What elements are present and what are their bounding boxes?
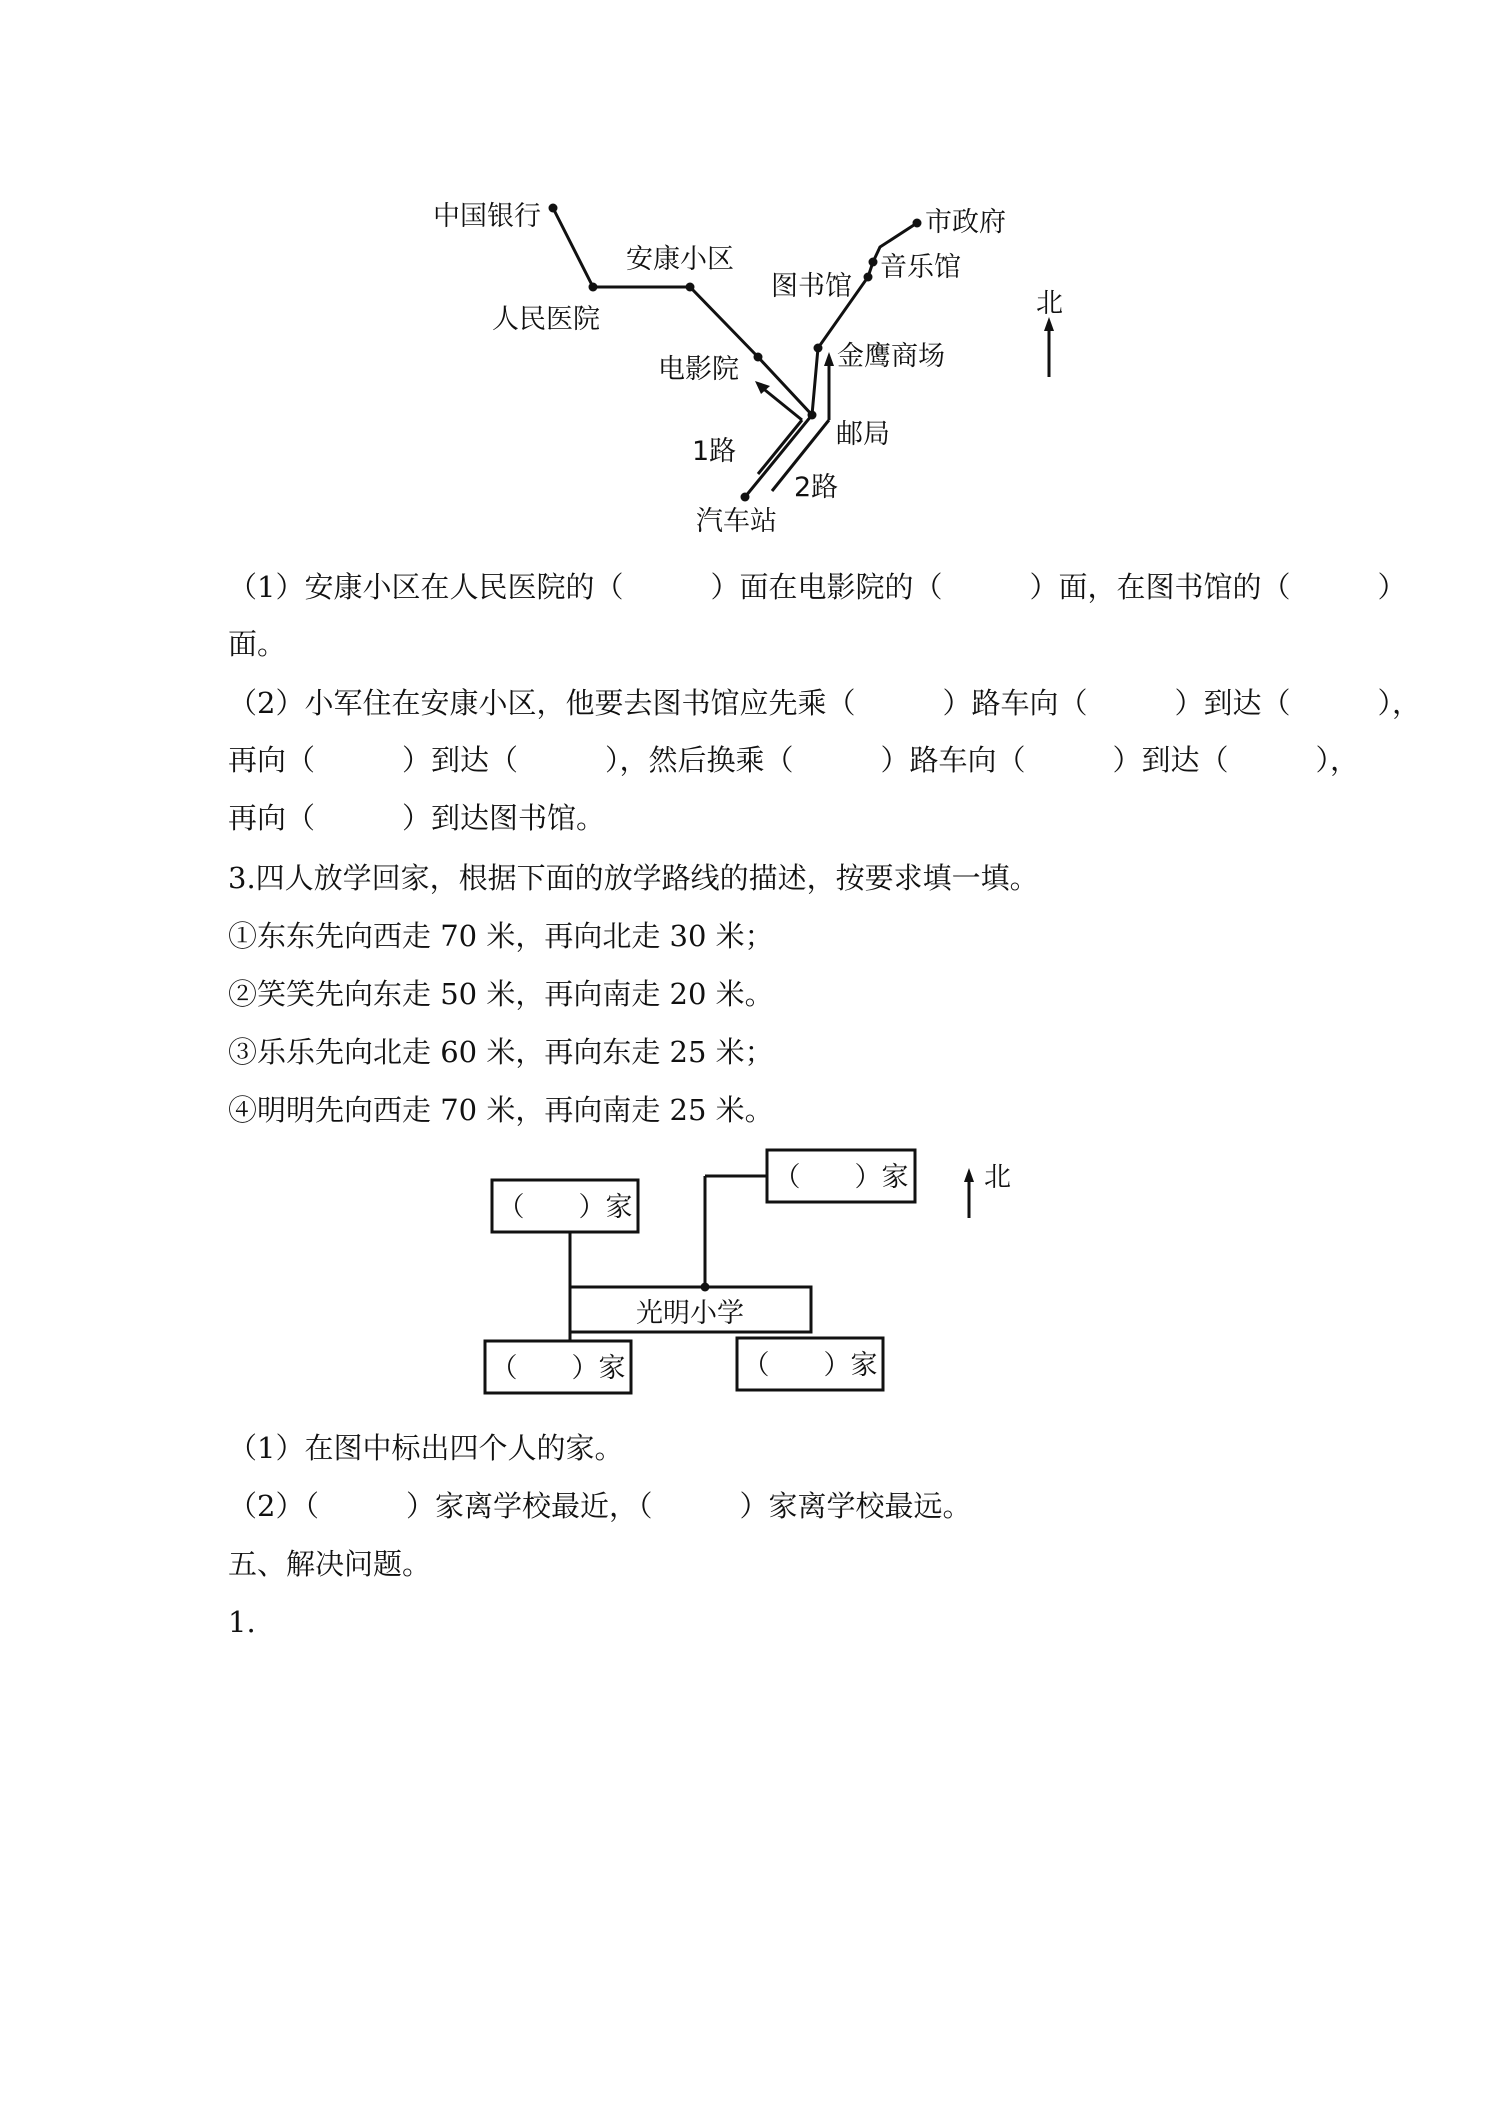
label-north-1: 北 (1036, 288, 1063, 319)
q2-part2-line2: 再向（ ）到达（ ），然后换乘（ ）路车向（ ）到达（ ）， (228, 743, 1360, 777)
q3-item-1: ①东东先向西走 70 米，再向北走 30 米； (228, 919, 774, 953)
label-route-2: 2路 (794, 472, 839, 503)
label-jinying: 金鹰商场 (837, 341, 945, 372)
label-cinema: 电影院 (658, 354, 739, 385)
label-bus-station: 汽车站 (696, 506, 777, 537)
house-label-southeast: （ ）家 (742, 1350, 878, 1381)
label-music-hall: 音乐馆 (880, 252, 961, 283)
section5-title: 五、解决问题。 (228, 1547, 432, 1581)
q2-part2-line1: （2）小军住在安康小区，他要去图书馆应先乘（ ）路车向（ ）到达（ ）， (228, 686, 1421, 720)
q2-part1-line2: 面。 (228, 627, 287, 661)
section5-item-1: 1. (228, 1605, 256, 1639)
label-hospital: 人民医院 (492, 304, 600, 335)
house-label-northwest: （ ）家 (497, 1192, 633, 1223)
q2-part1-line1: （1）安康小区在人民医院的（ ）面在电影院的（ ）面，在图书馆的（ ） (228, 570, 1407, 604)
label-route-1: 1路 (692, 436, 737, 467)
label-north-2: 北 (984, 1162, 1011, 1193)
label-bank: 中国银行 (433, 201, 541, 232)
q3-item-2: ②笑笑先向东走 50 米，再向南走 20 米。 (228, 977, 774, 1011)
q3-sub1: （1）在图中标出四个人的家。 (228, 1431, 624, 1465)
q3-title: 3.四人放学回家，根据下面的放学路线的描述，按要求填一填。 (228, 861, 1039, 895)
label-post-office: 邮局 (836, 419, 890, 450)
q3-item-3: ③乐乐先向北走 60 米，再向东走 25 米； (228, 1035, 774, 1069)
north-arrow-2-head (964, 1168, 974, 1182)
q3-sub2: （2）（ ）家离学校最近，（ ）家离学校最远。 (228, 1489, 972, 1523)
q2-part2-line3: 再向（ ）到达图书馆。 (228, 801, 606, 835)
label-library: 图书馆 (771, 271, 852, 302)
house-label-northeast: （ ）家 (773, 1162, 909, 1193)
house-label-southwest: （ ）家 (490, 1353, 626, 1384)
label-city-hall: 市政府 (925, 207, 1006, 238)
label-ankang: 安康小区 (626, 244, 734, 275)
school-label: 光明小学 (636, 1298, 744, 1329)
q3-item-4: ④明明先向西走 70 米，再向南走 25 米。 (228, 1093, 774, 1127)
